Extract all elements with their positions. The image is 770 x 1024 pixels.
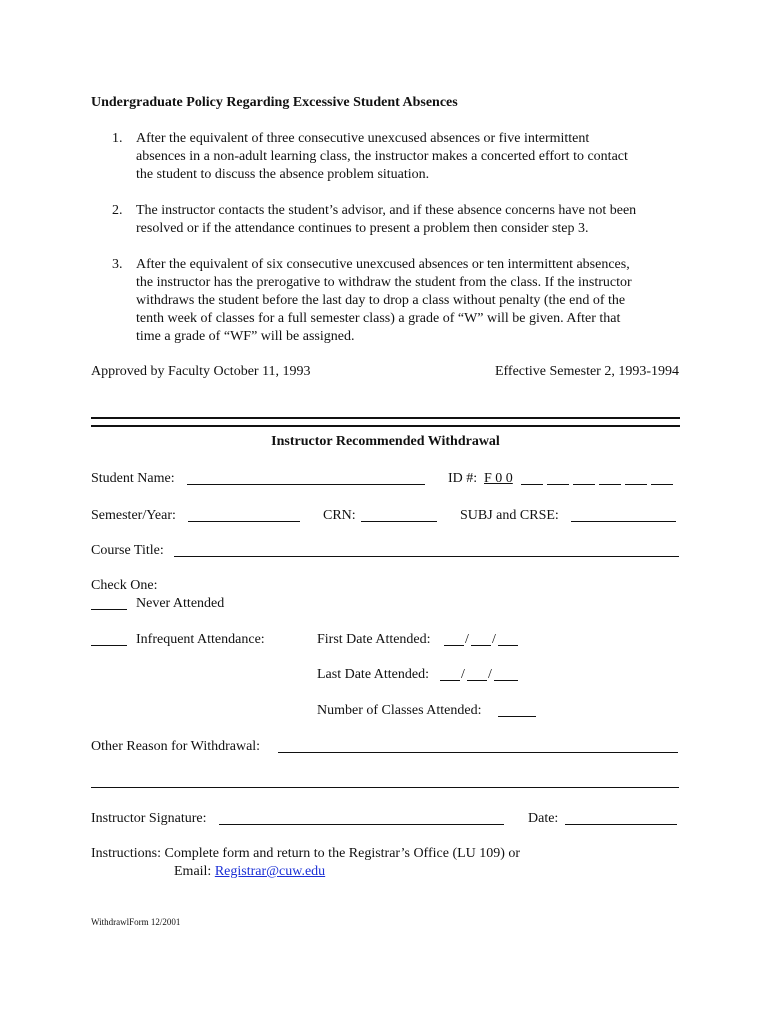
check-one-label: Check One: xyxy=(91,578,158,593)
id-digit-field[interactable] xyxy=(651,470,673,485)
id-digit-field[interactable] xyxy=(599,470,621,485)
instructor-signature-field[interactable] xyxy=(219,810,504,825)
id-label: ID #: xyxy=(448,471,478,486)
first-date-day-field[interactable] xyxy=(471,631,491,646)
crn-label: CRN: xyxy=(323,508,356,523)
email-label: Email: xyxy=(174,864,212,879)
last-date-day-field[interactable] xyxy=(467,666,487,681)
date-field[interactable] xyxy=(565,810,677,825)
policy-item-line: the student to discuss the absence problem situation. xyxy=(136,167,430,182)
policy-item-line: time a grade of “WF” will be assigned. xyxy=(136,329,355,344)
other-reason-field-line-2[interactable] xyxy=(91,773,679,788)
semester-label: Semester/Year: xyxy=(91,508,176,523)
subj-crse-field[interactable] xyxy=(571,507,676,522)
policy-item-number: 1. xyxy=(112,131,123,146)
instructor-signature-label: Instructor Signature: xyxy=(91,811,207,826)
email-line xyxy=(174,863,325,881)
student-name-field[interactable] xyxy=(187,470,425,485)
policy-item-line: The instructor contacts the student’s advisor, and if these absence concerns have not been xyxy=(136,203,637,218)
never-attended-label: Never Attended xyxy=(136,596,225,611)
policy-item-line: After the equivalent of three consecutive unexcused absences or five intermittent xyxy=(136,131,590,146)
student-name-label: Student Name: xyxy=(91,471,175,486)
semester-field[interactable] xyxy=(188,507,300,522)
date-slash: / xyxy=(465,632,469,647)
date-label: Date: xyxy=(528,811,559,826)
date-slash: / xyxy=(492,632,496,647)
infrequent-attendance-label: Infrequent Attendance: xyxy=(136,632,265,647)
policy-item-line: withdraws the student before the last day to drop a class without penalty (the end of the xyxy=(136,293,626,308)
date-slash: / xyxy=(461,667,465,682)
policy-title: Undergraduate Policy Regarding Excessive Student Absences xyxy=(91,95,458,110)
instructions-text: Instructions: Complete form and return to the Registrar’s Office (LU 109) or xyxy=(91,846,521,861)
infrequent-attendance-checkbox[interactable] xyxy=(91,631,127,646)
policy-item-number: 2. xyxy=(112,203,123,218)
policy-item-line: absences in a non-adult learning class, the instructor makes a concerted effort to contact xyxy=(136,149,628,164)
registrar-email-link[interactable]: Registrar@cuw.edu xyxy=(214,864,326,879)
last-date-label: Last Date Attended: xyxy=(317,667,429,682)
num-classes-label: Number of Classes Attended: xyxy=(317,703,482,718)
policy-item-line: the instructor has the prerogative to withdraw the student from the class. If the instructor xyxy=(136,275,632,290)
form-id-footer: WithdrawlForm 12/2001 xyxy=(91,917,181,927)
form-title: Instructor Recommended Withdrawal xyxy=(271,434,500,449)
date-slash: / xyxy=(488,667,492,682)
id-digit-field[interactable] xyxy=(521,470,543,485)
never-attended-checkbox[interactable] xyxy=(91,595,127,610)
course-title-label: Course Title: xyxy=(91,543,164,558)
approved-date: Approved by Faculty October 11, 1993 xyxy=(91,364,311,379)
subj-crse-label: SUBJ and CRSE: xyxy=(460,508,559,523)
last-date-month-field[interactable] xyxy=(440,666,460,681)
policy-item-line: After the equivalent of six consecutive unexcused absences or ten intermittent absences, xyxy=(136,257,630,272)
id-prefix: F 0 0 xyxy=(484,471,513,486)
last-date-year-field[interactable] xyxy=(494,666,518,681)
crn-field[interactable] xyxy=(361,507,437,522)
first-date-label: First Date Attended: xyxy=(317,632,431,647)
first-date-month-field[interactable] xyxy=(444,631,464,646)
id-digit-field[interactable] xyxy=(573,470,595,485)
policy-item-line: tenth week of classes for a full semester class) a grade of “W” will be given. After that xyxy=(136,311,621,326)
other-reason-label: Other Reason for Withdrawal: xyxy=(91,739,261,754)
policy-item-number: 3. xyxy=(112,257,123,272)
other-reason-field[interactable] xyxy=(278,738,678,753)
first-date-year-field[interactable] xyxy=(498,631,518,646)
id-digit-field[interactable] xyxy=(625,470,647,485)
id-digit-field[interactable] xyxy=(547,470,569,485)
policy-item-line: resolved or if the attendance continues to present a problem then consider step 3. xyxy=(136,221,589,236)
course-title-field[interactable] xyxy=(174,542,679,557)
effective-semester: Effective Semester 2, 1993-1994 xyxy=(494,364,679,379)
num-classes-field[interactable] xyxy=(498,702,536,717)
double-rule-separator xyxy=(91,417,680,427)
